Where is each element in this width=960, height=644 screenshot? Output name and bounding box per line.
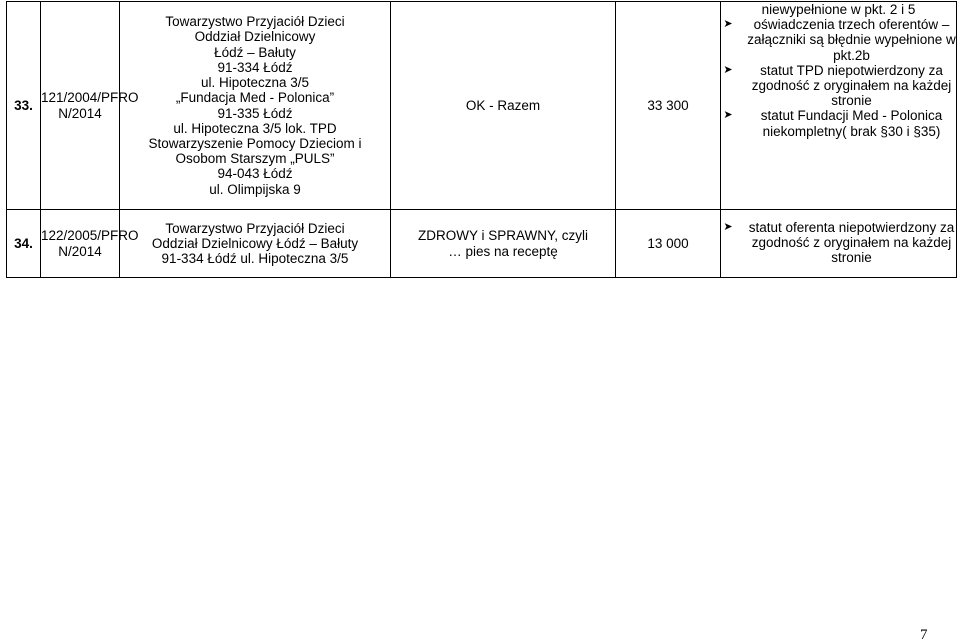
organization-line: ul. Olimpijska 9 xyxy=(209,181,301,197)
signature-line: N/2014 xyxy=(58,105,102,121)
organization-line: Oddział Dzielnicowy xyxy=(194,29,316,45)
remark-text: oświadczenia trzech oferentów – załączniki są błędnie wypełnione w pkt.2b xyxy=(747,17,956,63)
organization-line: 91-334 Łódź xyxy=(217,59,293,75)
signature-line: N/2014 xyxy=(58,243,102,259)
remarks-cell xyxy=(721,2,957,210)
organization-line: Oddział Dzielnicowy Łódź – Bałuty xyxy=(151,235,359,251)
case-signature xyxy=(41,210,139,278)
result-line: ZDROWY i SPRAWNY, czyli xyxy=(417,228,588,244)
table-row xyxy=(7,2,957,210)
project-result xyxy=(391,210,616,278)
remark-text: statut Fundacji Med - Polonica niekompletny( brak §30 i §35) xyxy=(760,108,943,139)
organization-line: 94-043 Łódź xyxy=(217,166,293,182)
amount: 33 300 xyxy=(616,2,721,210)
organization-line: 91-334 Łódź ul. Hipoteczna 3/5 xyxy=(161,251,349,267)
remarks-cell xyxy=(721,210,957,278)
remarks-list xyxy=(721,220,956,266)
remark-text: statut oferenta niepotwierdzony za zgodność z oryginałem na każdej stronie xyxy=(748,220,955,266)
organization-line: Towarzystwo Przyjaciół Dzieci xyxy=(165,220,345,236)
case-signature xyxy=(41,2,139,210)
organization-line: Łódź – Bałuty xyxy=(214,44,296,60)
list-item xyxy=(721,17,956,63)
amount: 13 000 xyxy=(616,210,721,278)
arrow-bullet-icon: ➤ xyxy=(723,63,733,76)
list-item xyxy=(721,220,956,266)
organization-line: ul. Hipoteczna 3/5 lok. TPD xyxy=(173,120,337,136)
project-result: OK - Razem xyxy=(391,2,616,210)
organization-line: Towarzystwo Przyjaciół Dzieci xyxy=(165,14,345,30)
arrow-bullet-icon: ➤ xyxy=(723,109,733,122)
table-row xyxy=(7,210,957,278)
remarks-lead: niewypełnione w pkt. 2 i 5 xyxy=(761,2,916,17)
signature-line: 122/2005/PFRO xyxy=(41,228,139,244)
row-number: 34. xyxy=(7,210,41,278)
documents-table xyxy=(6,1,957,278)
remark-text: statut TPD niepotwierdzony za zgodność z oryginałem na każdej stronie xyxy=(751,62,952,109)
list-item xyxy=(721,108,956,138)
organization-line: 91-335 Łódź xyxy=(217,105,293,121)
organization-line: Stowarzyszenie Pomocy Dzieciom i xyxy=(148,135,362,151)
arrow-bullet-icon: ➤ xyxy=(723,18,733,31)
organization-cell xyxy=(120,210,391,278)
remarks-list xyxy=(721,17,956,139)
arrow-bullet-icon: ➤ xyxy=(723,221,733,233)
organization-line: ul. Hipoteczna 3/5 xyxy=(200,75,310,91)
organization-cell xyxy=(120,2,391,210)
list-item xyxy=(721,63,956,109)
organization-line: Osobom Starszym „PULS” xyxy=(175,151,335,167)
result-line: … pies na receptę xyxy=(448,243,558,259)
signature-line: 121/2004/PFRO xyxy=(41,90,139,106)
row-number: 33. xyxy=(7,2,41,210)
organization-line: „Fundacja Med - Polonica” xyxy=(175,90,335,106)
page-number: 7 xyxy=(920,627,928,643)
